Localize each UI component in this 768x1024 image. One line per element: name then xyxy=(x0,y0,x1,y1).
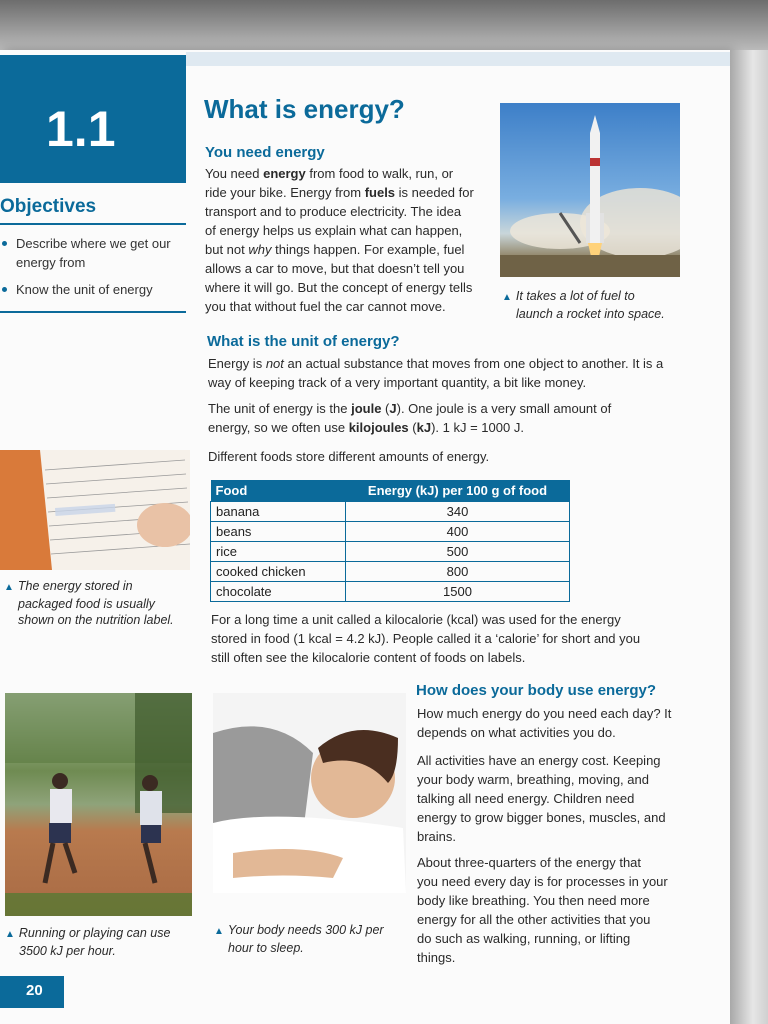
text-line: How much energy do you need each day? It xyxy=(417,706,672,721)
caption-line: packaged food is usually xyxy=(18,597,155,611)
objective-item: Describe where we get our energy from xyxy=(0,234,186,272)
text-line: talking all need energy. Children need xyxy=(417,791,635,806)
section3-paragraph-3 xyxy=(417,853,707,967)
table-row xyxy=(211,502,570,522)
rocket-launch-image xyxy=(500,103,680,277)
text-line: way of keeping track of a very important quantity, a bit like money. xyxy=(208,375,587,390)
table-cell-food: banana xyxy=(211,502,346,522)
objectives-title: Objectives xyxy=(0,196,97,217)
scan-shadow xyxy=(0,0,768,52)
nutrition-label-caption xyxy=(4,578,194,628)
table-cell-energy: 800 xyxy=(346,562,570,582)
text-line: you that without fuel the car cannot move. xyxy=(205,299,446,314)
text-line: For a long time a unit called a kilocalorie (kcal) was used for the energy xyxy=(211,612,621,627)
text-line: body like breathing. You then need more xyxy=(417,893,650,908)
rocket-caption xyxy=(502,288,692,322)
table-cell-food: rice xyxy=(211,542,346,562)
text-line: of energy helps us explain what can happen, xyxy=(205,223,463,238)
text-line: but not why things happen. For example, fuel xyxy=(205,242,465,257)
text-line: All activities have an energy cost. Keeping xyxy=(417,753,661,768)
text-line: About three-quarters of the energy that xyxy=(417,855,642,870)
section2-paragraph-1 xyxy=(208,354,688,392)
caption-line: ▲ It takes a lot of fuel to xyxy=(502,289,635,303)
objectives-divider-top xyxy=(0,223,186,225)
table-cell-food: cooked chicken xyxy=(211,562,346,582)
caption-line: shown on the nutrition label. xyxy=(18,613,174,627)
page-number: 20 xyxy=(26,982,43,999)
page-edge xyxy=(730,50,768,1024)
text-line: still often see the kilocalorie content of foods on labels. xyxy=(211,650,526,665)
table-cell-food: chocolate xyxy=(211,582,346,602)
caption-line: launch a rocket into space. xyxy=(516,307,665,321)
text-line: The unit of energy is the joule (J). One joule is a very small amount of xyxy=(208,401,612,416)
section3-paragraph-2 xyxy=(417,751,707,846)
text-line: things. xyxy=(417,950,456,965)
caption-triangle-icon: ▲ xyxy=(214,926,224,937)
table-cell-energy: 1500 xyxy=(346,582,570,602)
table-header-energy: Energy (kJ) per 100 g of food xyxy=(346,480,570,502)
section3-paragraph-1 xyxy=(417,704,707,742)
table-cell-food: beans xyxy=(211,522,346,542)
page-title: What is energy? xyxy=(204,94,405,124)
bullet-icon xyxy=(2,287,7,292)
table-row xyxy=(211,582,570,602)
kilocalorie-paragraph xyxy=(211,610,711,667)
nutrition-label-image xyxy=(0,450,190,570)
sleep-caption xyxy=(214,922,414,956)
section-heading-you-need-energy: You need energy xyxy=(205,144,325,161)
objective-item: Know the unit of energy xyxy=(0,280,186,299)
text-line: You need energy from food to walk, run, or xyxy=(205,166,454,181)
table-cell-energy: 400 xyxy=(346,522,570,542)
caption-line: 3500 kJ per hour. xyxy=(19,944,116,958)
table-row xyxy=(211,522,570,542)
table-row xyxy=(211,542,570,562)
objectives-divider-bottom xyxy=(0,311,186,313)
section2-paragraph-3: Different foods store different amounts of energy. xyxy=(208,449,490,464)
table-row xyxy=(211,562,570,582)
table-cell-energy: 340 xyxy=(346,502,570,522)
text-line: energy, so we often use kilojoules (kJ). 1 kJ = 1000 J. xyxy=(208,420,524,435)
caption-triangle-icon: ▲ xyxy=(4,582,14,593)
children-running-image xyxy=(5,693,192,916)
table-header-food: Food xyxy=(211,480,346,502)
caption-line: hour to sleep. xyxy=(228,941,304,955)
text-line: do such as walking, running, or lifting xyxy=(417,931,631,946)
text-line: you need every day is for processes in your xyxy=(417,874,668,889)
section-heading-unit-of-energy: What is the unit of energy? xyxy=(207,333,400,350)
text-line: Energy is not an actual substance that moves from one object to another. It is a xyxy=(208,356,664,371)
header-band xyxy=(186,52,730,66)
text-line: energy to grow bigger bones, muscles, and xyxy=(417,810,666,825)
caption-line: ▲ Your body needs 300 kJ per xyxy=(214,923,384,937)
text-line: ride your bike. Energy from fuels is needed for xyxy=(205,185,474,200)
text-line: where it will go. But the concept of energy tells xyxy=(205,280,473,295)
caption-line: ▲ The energy stored in xyxy=(4,579,133,593)
bullet-icon xyxy=(2,241,7,246)
section1-paragraph xyxy=(205,164,495,316)
running-caption xyxy=(5,925,205,959)
section-heading-body-use-energy: How does your body use energy? xyxy=(416,682,657,699)
table-cell-energy: 500 xyxy=(346,542,570,562)
sleeping-boy-image xyxy=(213,693,406,893)
text-line: transport and to produce electricity. The idea xyxy=(205,204,462,219)
section2-paragraph-2 xyxy=(208,399,688,437)
food-energy-table xyxy=(210,480,570,602)
text-line: allows a car to move, but that doesn’t tell you xyxy=(205,261,465,276)
caption-triangle-icon: ▲ xyxy=(502,292,512,303)
page-number-box xyxy=(0,976,64,1008)
text-line: stored in food (1 kcal = 4.2 kJ). People called it a ‘calorie’ for short and you xyxy=(211,631,641,646)
text-line: energy for all the other activities that you xyxy=(417,912,651,927)
objectives-list xyxy=(0,234,186,307)
table-header-row xyxy=(211,480,570,502)
text-line: depends on what activities you do. xyxy=(417,725,616,740)
caption-line: ▲ Running or playing can use xyxy=(5,926,171,940)
text-line: your body warm, breathing, moving, and xyxy=(417,772,649,787)
caption-triangle-icon: ▲ xyxy=(5,929,15,940)
unit-number: 1.1 xyxy=(46,101,116,157)
text-line: brains. xyxy=(417,829,457,844)
